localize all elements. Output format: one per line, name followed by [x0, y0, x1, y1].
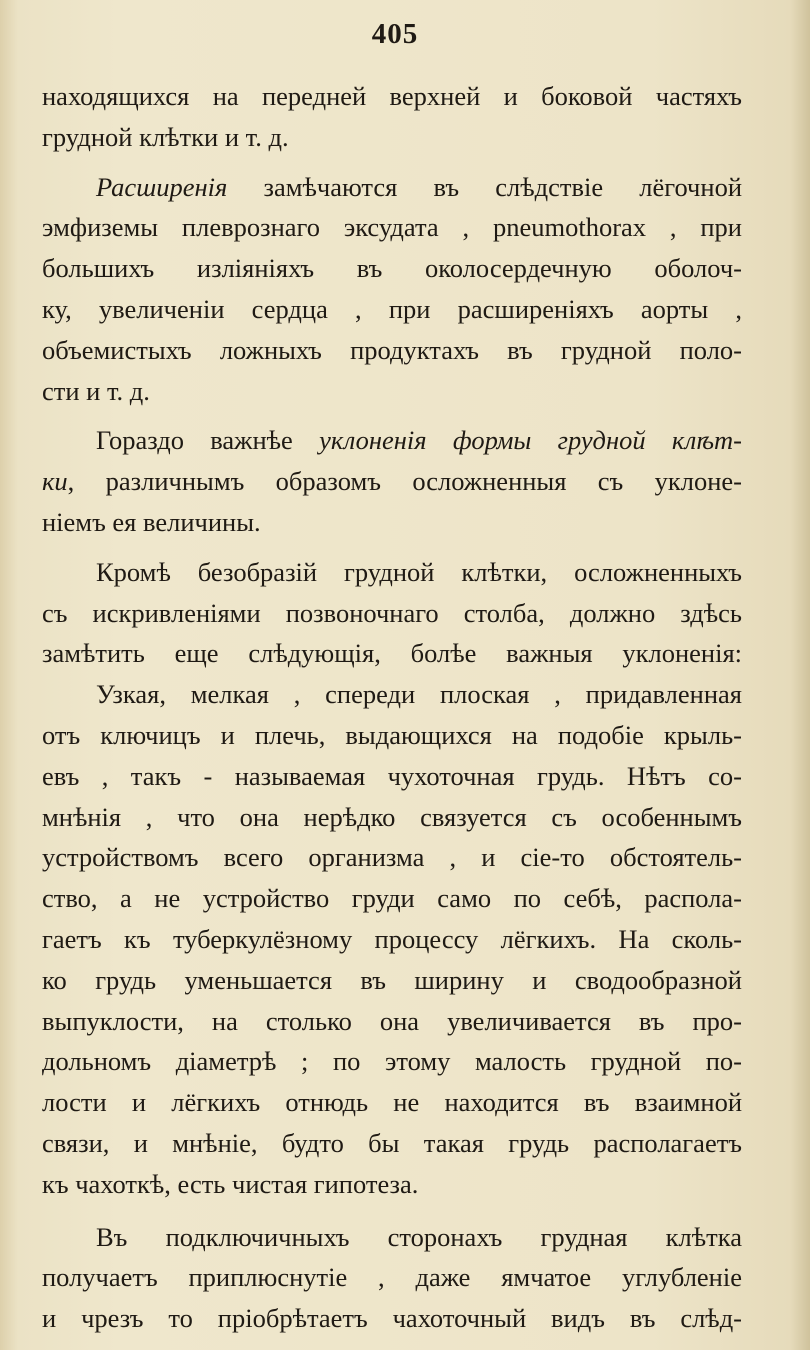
text-line: выпуклости, на столько она увеличивается въ про-	[42, 1005, 742, 1036]
text-line: Гораздо важнѣе уклоненія формы грудной клѣт-	[96, 425, 742, 456]
text-line: Въ подключичныхъ сторонахъ грудная клѣтка	[96, 1221, 742, 1252]
text-line: съ искривленіями позвоночнаго столба, должно здѣсь	[42, 597, 742, 628]
text-line: мнѣнія , что она нерѣдко связуется съ особеннымъ	[42, 801, 742, 832]
text-line: дольномъ діаметрѣ ; по этому малость грудной по-	[42, 1046, 742, 1077]
text-line: Кромѣ безобразій грудной клѣтки, осложненныхъ	[96, 556, 742, 587]
text-line: гаетъ къ туберкулёзному процессу лёгкихъ. На сколь-	[42, 923, 742, 954]
text-line: Расширенія замѣчаются въ слѣдствіе лёгочной	[96, 171, 742, 202]
text-line: къ чахоткѣ, есть чистая гипотеза.	[42, 1168, 419, 1199]
text-line: и чрезъ то пріобрѣтаетъ чахоточный видъ въ слѣд-	[42, 1303, 742, 1334]
text-line: связи, и мнѣніе, будто бы такая грудь располагаетъ	[42, 1127, 742, 1158]
text-line: находящихся на передней верхней и боковой частяхъ	[42, 81, 742, 111]
page-number: 405	[371, 18, 419, 50]
text-line: ки, различнымъ образомъ осложненныя съ уклоне-	[42, 466, 742, 497]
text-line: Узкая, мелкая , спереди плоская , придавленная	[96, 679, 742, 710]
text-line: ніемъ ея величины.	[42, 506, 261, 537]
text-line: эмфиземы плеврознаго эксудата , pneumothorax , при	[42, 212, 742, 243]
text-line: получаетъ приплюснутіе , даже ямчатое углубленіе	[42, 1262, 742, 1293]
text-line: отъ ключицъ и плечь, выдающихся на подобіе крыль-	[42, 719, 742, 750]
text-line: ство, а не устройство груди само по себѣ, распола-	[42, 883, 742, 914]
text-line: грудной клѣтки и т. д.	[42, 121, 289, 152]
text-line: объемистыхъ ложныхъ продуктахъ въ грудной поло-	[42, 334, 742, 365]
text-line: ку, увеличеніи сердца , при расширеніяхъ аорты ,	[42, 293, 742, 324]
text-line: ко грудь уменьшается въ ширину и сводообразной	[42, 964, 742, 995]
text-line: сти и т. д.	[42, 375, 150, 406]
text-line: устройствомъ всего организма , и сіе-то обстоятель-	[42, 842, 742, 873]
text-line: большихъ изліяніяхъ въ околосердечную оболоч-	[42, 253, 742, 284]
body-text	[42, 76, 742, 1339]
text-line: замѣтить еще слѣдующія, болѣе важныя уклоненія:	[42, 638, 742, 669]
text-line: евъ , такъ - называемая чухоточная грудь. Нѣтъ со-	[42, 760, 742, 791]
text-line: лости и лёгкихъ отнюдь не находится въ взаимной	[42, 1087, 742, 1118]
